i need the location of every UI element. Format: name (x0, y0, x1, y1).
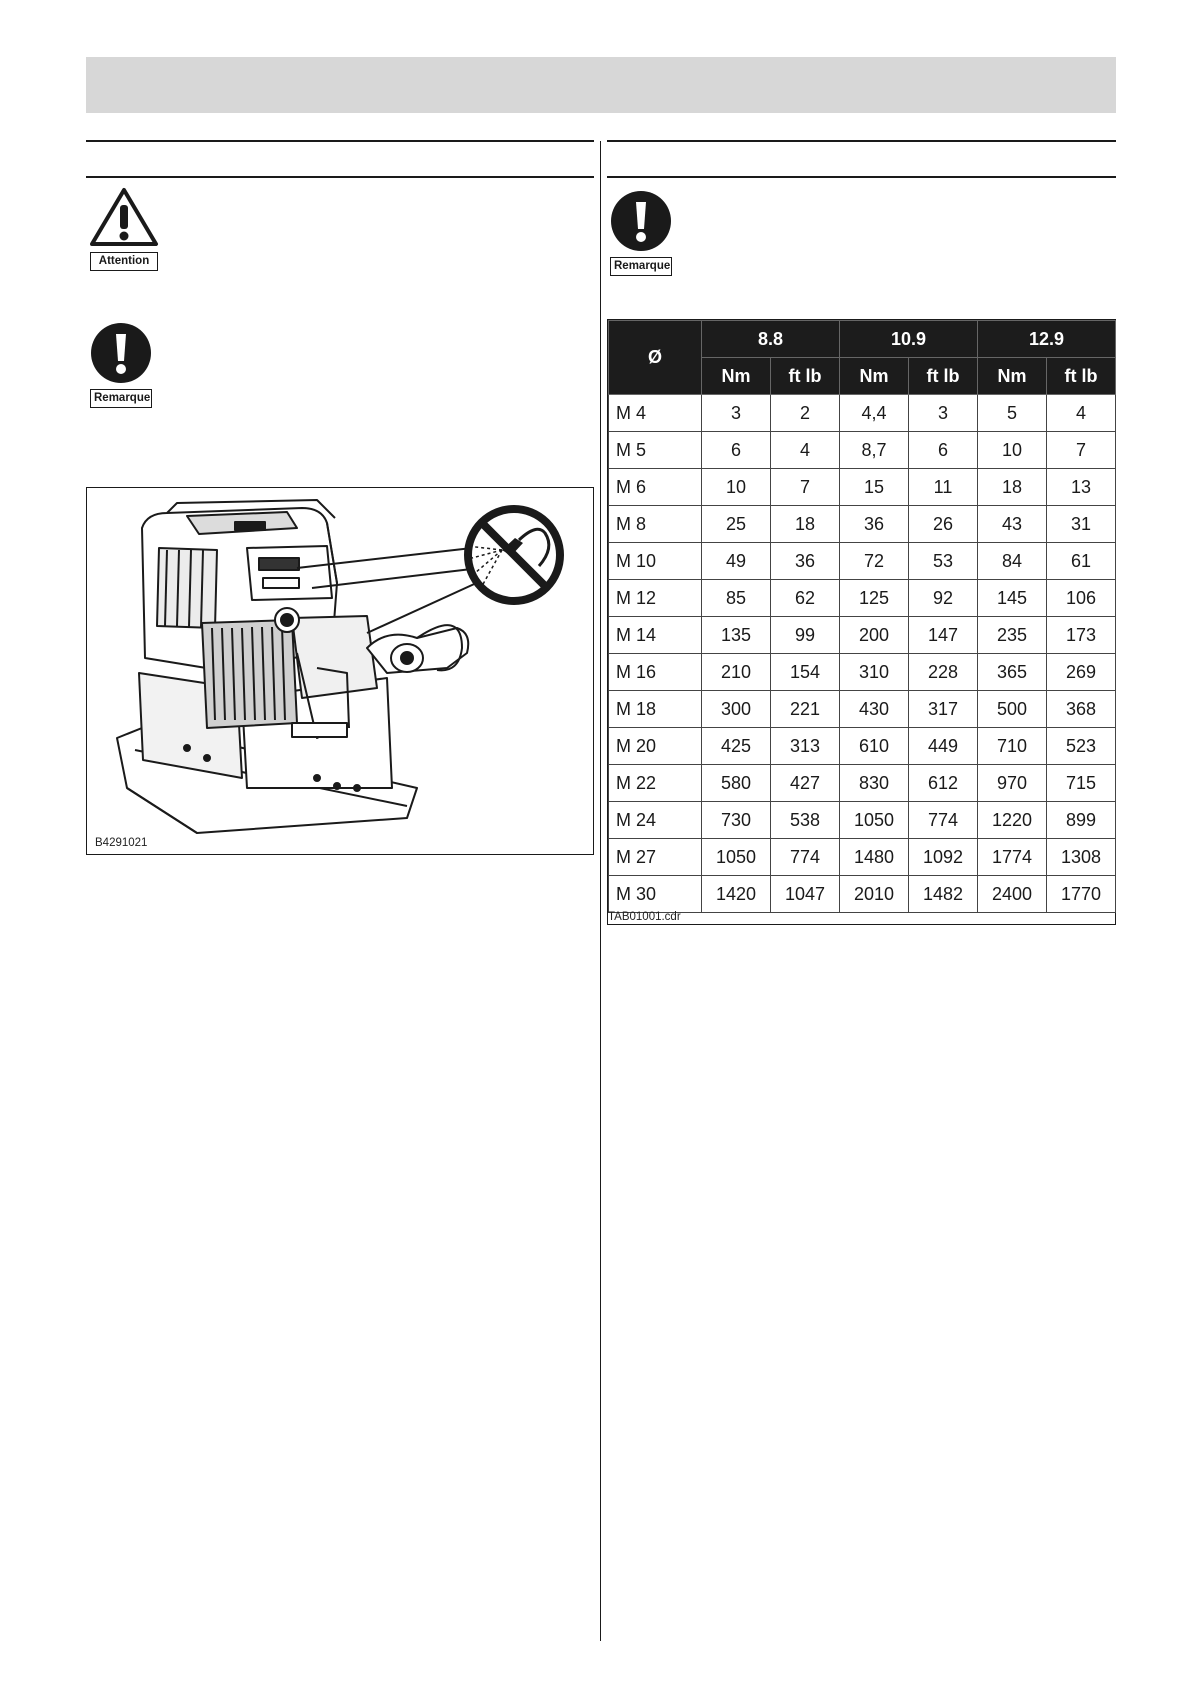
torque-value-cell: 730 (702, 802, 771, 839)
torque-value-cell: 300 (702, 691, 771, 728)
grade-header: 10.9 (840, 321, 978, 358)
torque-value-cell: 154 (771, 654, 840, 691)
torque-value-cell: 4 (1047, 395, 1116, 432)
bolt-size-cell: M 10 (609, 543, 702, 580)
torque-value-cell: 1050 (702, 839, 771, 876)
bolt-size-cell: M 6 (609, 469, 702, 506)
page-header-band (86, 57, 1116, 113)
torque-value-cell: 4,4 (840, 395, 909, 432)
torque-value-cell: 99 (771, 617, 840, 654)
torque-value-cell: 1770 (1047, 876, 1116, 913)
torque-value-cell: 25 (702, 506, 771, 543)
right-rule-bottom (607, 176, 1116, 178)
bolt-size-cell: M 8 (609, 506, 702, 543)
torque-value-cell: 7 (771, 469, 840, 506)
torque-value-cell: 3 (702, 395, 771, 432)
remarque-label-left: Remarque (90, 389, 152, 408)
torque-value-cell: 500 (978, 691, 1047, 728)
bolt-size-cell: M 18 (609, 691, 702, 728)
torque-value-cell: 1774 (978, 839, 1047, 876)
torque-value-cell: 106 (1047, 580, 1116, 617)
bolt-size-cell: M 5 (609, 432, 702, 469)
torque-value-cell: 368 (1047, 691, 1116, 728)
torque-value-cell: 145 (978, 580, 1047, 617)
torque-value-cell: 1050 (840, 802, 909, 839)
bolt-size-cell: M 20 (609, 728, 702, 765)
torque-value-cell: 1220 (978, 802, 1047, 839)
table-row (609, 728, 1116, 765)
table-row (609, 395, 1116, 432)
table-row (609, 802, 1116, 839)
torque-value-cell: 1308 (1047, 839, 1116, 876)
torque-value-cell: 1420 (702, 876, 771, 913)
bolt-size-cell: M 4 (609, 395, 702, 432)
torque-value-cell: 449 (909, 728, 978, 765)
figure-caption: B4291021 (95, 837, 148, 849)
torque-value-cell: 317 (909, 691, 978, 728)
torque-value-cell: 774 (909, 802, 978, 839)
attention-label: Attention (90, 252, 158, 271)
torque-value-cell: 49 (702, 543, 771, 580)
torque-value-cell: 6 (909, 432, 978, 469)
torque-value-cell: 15 (840, 469, 909, 506)
unit-header: ft lb (1047, 358, 1116, 395)
torque-value-cell: 85 (702, 580, 771, 617)
torque-value-cell: 4 (771, 432, 840, 469)
torque-value-cell: 173 (1047, 617, 1116, 654)
torque-value-cell: 61 (1047, 543, 1116, 580)
grade-header-row (609, 321, 1116, 358)
exclamation-circle-icon (610, 190, 672, 252)
torque-value-cell: 365 (978, 654, 1047, 691)
left-rule-top (86, 140, 594, 142)
bolt-size-cell: M 12 (609, 580, 702, 617)
table-row (609, 765, 1116, 802)
diameter-header: Ø (609, 321, 702, 395)
table-caption: TAB01001.cdr (608, 911, 681, 923)
torque-value-cell: 580 (702, 765, 771, 802)
no-water-spray-icon (467, 509, 560, 601)
bolt-size-cell: M 16 (609, 654, 702, 691)
torque-value-cell: 6 (702, 432, 771, 469)
torque-value-cell: 8,7 (840, 432, 909, 469)
torque-value-cell: 11 (909, 469, 978, 506)
torque-value-cell: 43 (978, 506, 1047, 543)
torque-value-cell: 10 (978, 432, 1047, 469)
table-row (609, 617, 1116, 654)
attention-notice (89, 187, 159, 271)
torque-value-cell: 610 (840, 728, 909, 765)
torque-value-cell: 970 (978, 765, 1047, 802)
torque-value-cell: 135 (702, 617, 771, 654)
torque-value-cell: 310 (840, 654, 909, 691)
torque-value-cell: 1047 (771, 876, 840, 913)
torque-value-cell: 18 (978, 469, 1047, 506)
torque-value-cell: 210 (702, 654, 771, 691)
plate-compactor-illustration (87, 488, 593, 854)
torque-value-cell: 1092 (909, 839, 978, 876)
torque-value-cell: 2010 (840, 876, 909, 913)
exclamation-circle-icon (90, 322, 152, 384)
torque-value-cell: 235 (978, 617, 1047, 654)
bolt-size-cell: M 27 (609, 839, 702, 876)
torque-value-cell: 715 (1047, 765, 1116, 802)
remarque-notice-right (610, 190, 672, 276)
torque-value-cell: 10 (702, 469, 771, 506)
table-row (609, 432, 1116, 469)
torque-value-cell: 221 (771, 691, 840, 728)
table-row (609, 839, 1116, 876)
torque-value-cell: 125 (840, 580, 909, 617)
torque-value-cell: 53 (909, 543, 978, 580)
table-row (609, 469, 1116, 506)
torque-value-cell: 1480 (840, 839, 909, 876)
table-row (609, 654, 1116, 691)
torque-value-cell: 774 (771, 839, 840, 876)
grade-header: 8.8 (702, 321, 840, 358)
torque-value-cell: 62 (771, 580, 840, 617)
bolt-size-cell: M 30 (609, 876, 702, 913)
bolt-size-cell: M 14 (609, 617, 702, 654)
table-row (609, 580, 1116, 617)
unit-header: Nm (840, 358, 909, 395)
torque-value-cell: 13 (1047, 469, 1116, 506)
torque-value-cell: 147 (909, 617, 978, 654)
torque-value-cell: 84 (978, 543, 1047, 580)
torque-value-cell: 18 (771, 506, 840, 543)
torque-value-cell: 2 (771, 395, 840, 432)
bolt-size-cell: M 22 (609, 765, 702, 802)
column-divider (600, 141, 601, 1641)
unit-header: ft lb (909, 358, 978, 395)
torque-value-cell: 36 (840, 506, 909, 543)
machine-figure (86, 487, 594, 855)
torque-value-cell: 538 (771, 802, 840, 839)
torque-value-cell: 899 (1047, 802, 1116, 839)
torque-value-cell: 31 (1047, 506, 1116, 543)
torque-value-cell: 2400 (978, 876, 1047, 913)
torque-table-frame (607, 319, 1116, 925)
bolt-size-cell: M 24 (609, 802, 702, 839)
table-row (609, 876, 1116, 913)
remarque-notice-left (90, 322, 152, 408)
torque-value-cell: 26 (909, 506, 978, 543)
torque-value-cell: 200 (840, 617, 909, 654)
torque-value-cell: 5 (978, 395, 1047, 432)
torque-table (608, 320, 1116, 913)
table-row (609, 506, 1116, 543)
torque-value-cell: 425 (702, 728, 771, 765)
unit-header: Nm (978, 358, 1047, 395)
torque-value-cell: 523 (1047, 728, 1116, 765)
torque-value-cell: 430 (840, 691, 909, 728)
torque-value-cell: 36 (771, 543, 840, 580)
table-row (609, 691, 1116, 728)
torque-value-cell: 313 (771, 728, 840, 765)
remarque-label-right: Remarque (610, 257, 672, 276)
table-row (609, 543, 1116, 580)
torque-value-cell: 92 (909, 580, 978, 617)
unit-header: ft lb (771, 358, 840, 395)
torque-value-cell: 7 (1047, 432, 1116, 469)
torque-value-cell: 269 (1047, 654, 1116, 691)
torque-value-cell: 72 (840, 543, 909, 580)
torque-value-cell: 1482 (909, 876, 978, 913)
torque-value-cell: 228 (909, 654, 978, 691)
torque-value-cell: 612 (909, 765, 978, 802)
left-rule-bottom (86, 176, 594, 178)
grade-header: 12.9 (978, 321, 1116, 358)
torque-value-cell: 427 (771, 765, 840, 802)
warning-triangle-icon (89, 187, 159, 247)
unit-header: Nm (702, 358, 771, 395)
torque-value-cell: 830 (840, 765, 909, 802)
torque-value-cell: 3 (909, 395, 978, 432)
right-rule-top (607, 140, 1116, 142)
torque-value-cell: 710 (978, 728, 1047, 765)
